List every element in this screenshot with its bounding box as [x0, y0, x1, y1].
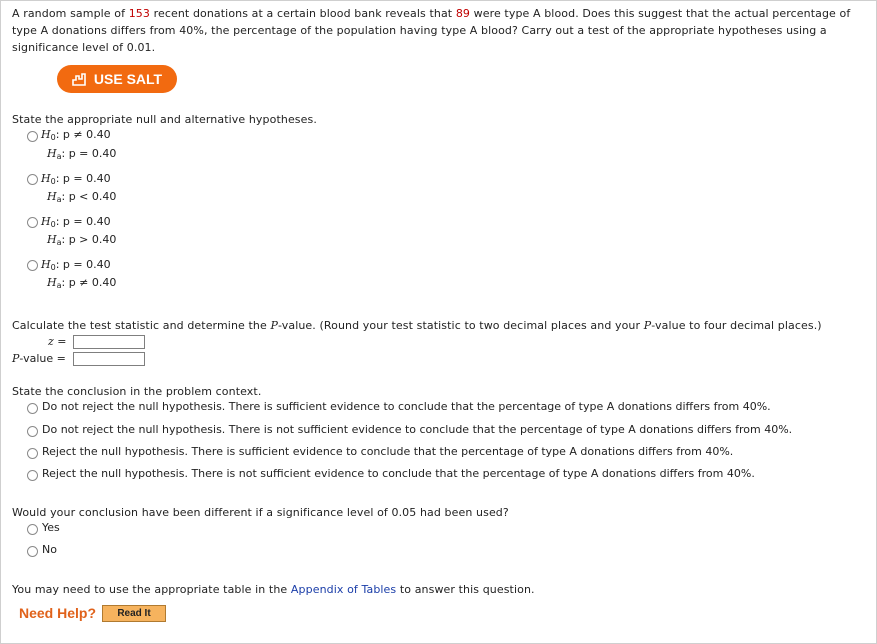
h0-line: $H_0$: p = 0.40	[41, 215, 111, 229]
conclusion-option-2[interactable]: Do not reject the null hypothesis. There is not sufficient evidence to conclude that the percentage of type A donations differs from 40%.	[42, 423, 793, 436]
conclusion-prompt: State the conclusion in the problem context.	[12, 385, 262, 398]
hypothesis-radio-1[interactable]	[27, 131, 38, 142]
ha-line: $H_a$: p > 0.40	[47, 233, 117, 247]
use-salt-label: USE SALT	[93, 71, 163, 87]
h0-line: $H_0$: p = 0.40	[41, 172, 111, 186]
problem-line-1	[12, 5, 850, 22]
table-note: You may need to use the appropriate table in the Appendix of Tables to answer this question.	[12, 583, 535, 596]
problem-line-3: significance level of 0.01.	[12, 41, 156, 54]
conclusion-option-1[interactable]: Do not reject the null hypothesis. There is sufficient evidence to conclude that the percentage of type A donations differs from 40%.	[42, 400, 771, 413]
conclusion-radio-4[interactable]	[27, 470, 38, 481]
yes-option[interactable]: Yes	[42, 521, 60, 534]
significance-question: Would your conclusion have been different if a significance level of 0.05 had been used?	[12, 506, 509, 519]
read-it-button[interactable]: Read It	[102, 605, 166, 622]
p-value-label: P-value =	[12, 352, 66, 365]
problem-text: recent donations at a certain blood bank reveals that	[153, 7, 453, 20]
z-input[interactable]	[73, 335, 145, 349]
hypothesis-radio-4[interactable]	[27, 260, 38, 271]
problem-line-2: type A donations differs from 40%, the percentage of the population having type A blood? Carry out a test of the appropriate hypotheses using a	[12, 24, 827, 37]
hypothesis-radio-3[interactable]	[27, 217, 38, 228]
hypotheses-prompt: State the appropriate null and alternative hypotheses.	[12, 113, 317, 126]
p-value-input[interactable]	[73, 352, 145, 366]
conclusion-radio-2[interactable]	[27, 426, 38, 437]
appendix-of-tables-link[interactable]: Appendix of Tables	[290, 583, 397, 596]
conclusion-radio-3[interactable]	[27, 448, 38, 459]
calc-prompt: Calculate the test statistic and determine the P-value. (Round your test statistic to two decimal places and your P-value to four decimal places.)	[12, 319, 822, 332]
sample-size-value: 153	[128, 7, 150, 20]
type-a-count-value: 89	[455, 7, 471, 20]
z-label: z =	[48, 335, 67, 348]
problem-text: A random sample of	[12, 7, 126, 20]
ha-line: $H_a$: p < 0.40	[47, 190, 117, 204]
conclusion-option-3[interactable]: Reject the null hypothesis. There is sufficient evidence to conclude that the percentage of type A donations differs from 40%.	[42, 445, 734, 458]
need-help-label: Need Help?	[19, 605, 97, 621]
hypothesis-radio-2[interactable]	[27, 174, 38, 185]
ha-line: $H_a$: p = 0.40	[47, 147, 117, 161]
h0-line: $H_0$: p ≠ 0.40	[41, 128, 111, 142]
problem-text: were type A blood. Does this suggest that the actual percentage of	[473, 7, 851, 20]
ha-line: $H_a$: p ≠ 0.40	[47, 276, 117, 290]
use-salt-button[interactable]	[57, 65, 177, 93]
yes-radio[interactable]	[27, 524, 38, 535]
no-radio[interactable]	[27, 546, 38, 557]
conclusion-radio-1[interactable]	[27, 403, 38, 414]
no-option[interactable]: No	[42, 543, 57, 556]
conclusion-option-4[interactable]: Reject the null hypothesis. There is not sufficient evidence to conclude that the percentage of type A donations differs from 40%.	[42, 467, 755, 480]
salt-logo-icon	[72, 73, 87, 86]
h0-line: $H_0$: p = 0.40	[41, 258, 111, 272]
